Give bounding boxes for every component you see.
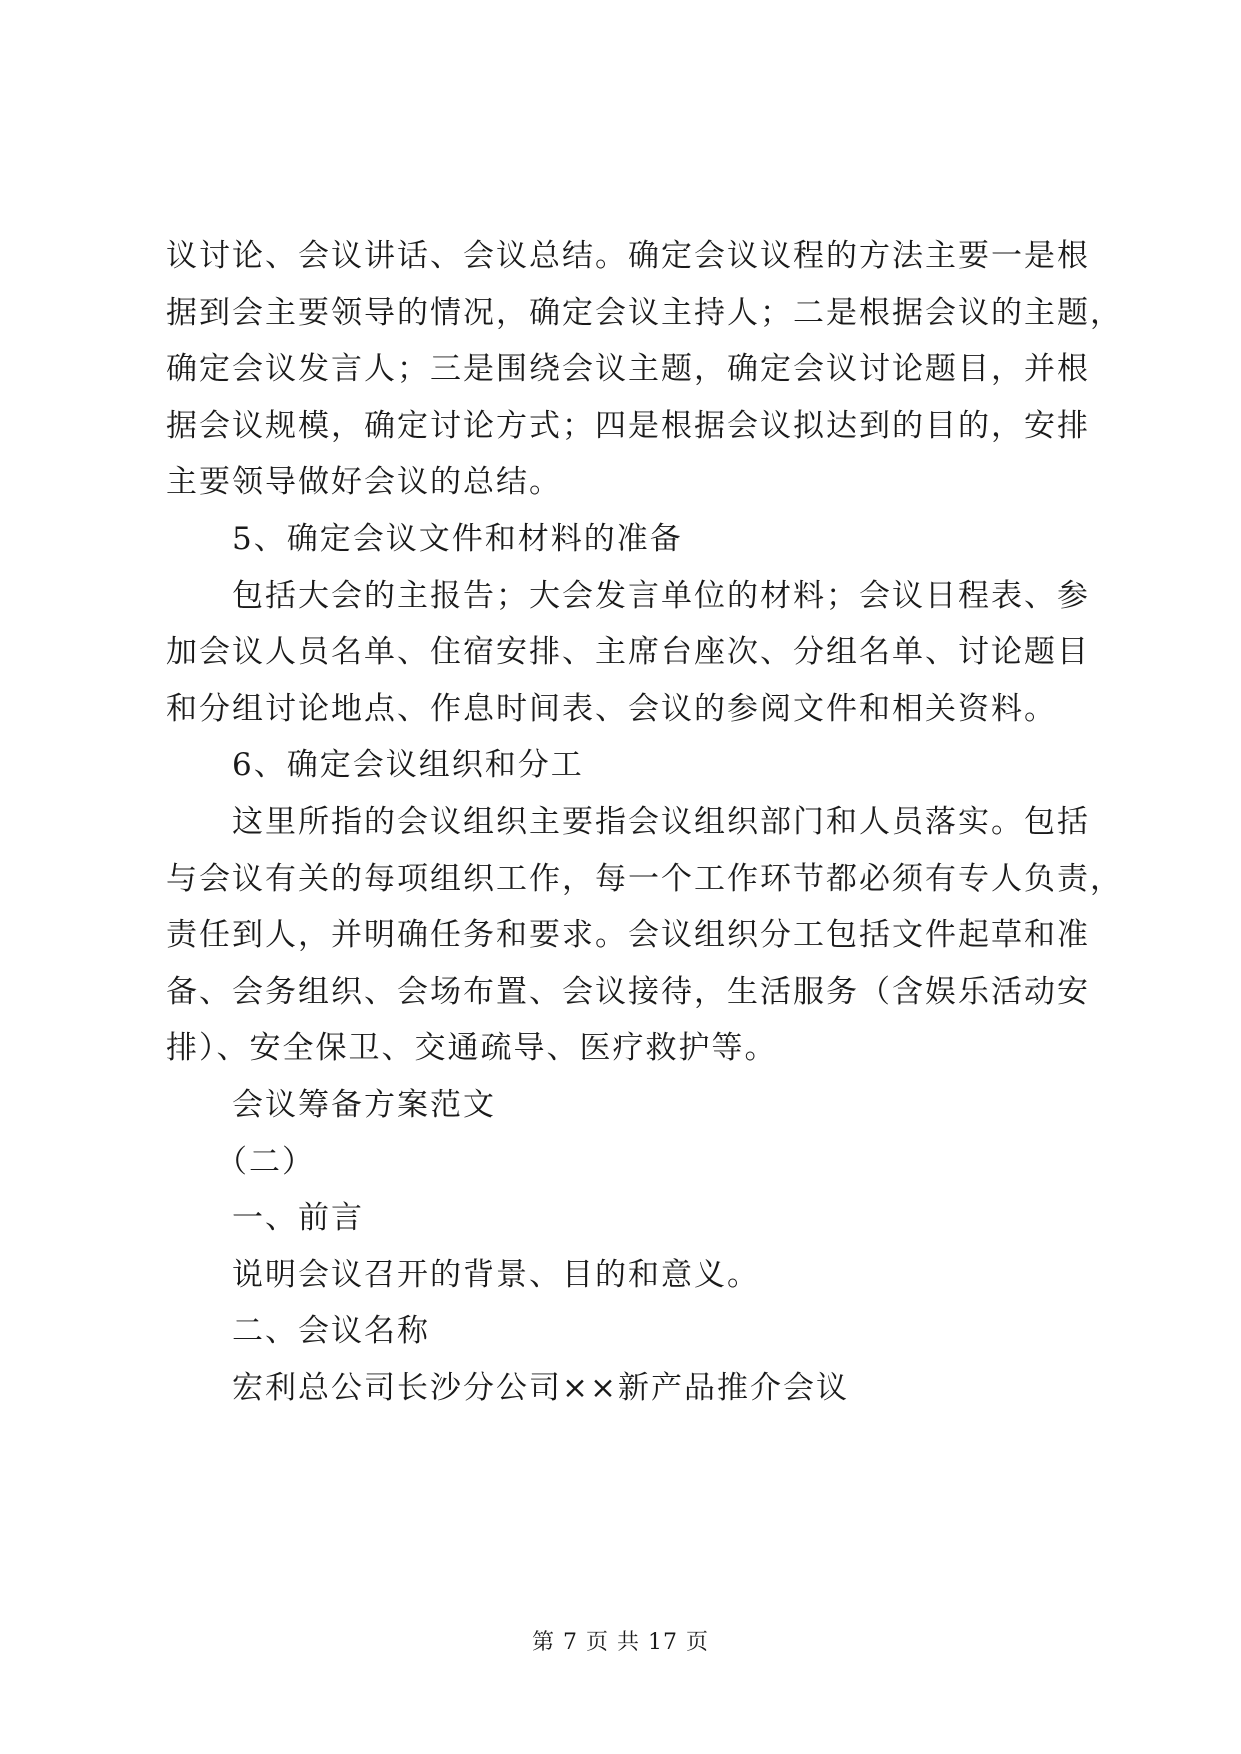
document-subtitle: （二）: [216, 1143, 315, 1180]
section-heading: 6、确定会议组织和分工: [232, 747, 584, 784]
paragraph-line: 排）、安全保卫、交通疏导、医疗救护等。: [166, 1030, 778, 1067]
paragraph-line: 和分组讨论地点、作息时间表、会议的参阅文件和相关资料。: [166, 690, 1057, 727]
page-number-footer: 第 7 页 共 17 页: [532, 1630, 709, 1655]
section-heading: 二、会议名称: [232, 1313, 430, 1350]
paragraph-line: 这里所指的会议组织主要指会议组织部门和人员落实。包括: [232, 803, 1090, 840]
document-title: 会议筹备方案范文: [232, 1086, 496, 1123]
paragraph-line: 据会议规模，确定讨论方式；四是根据会议拟达到的目的，安排: [166, 407, 1090, 444]
paragraph-line: 说明会议召开的背景、目的和意义。: [232, 1256, 760, 1293]
section-heading: 5、确定会议文件和材料的准备: [232, 520, 683, 557]
paragraph-line: 包括大会的主报告；大会发言单位的材料；会议日程表、参: [232, 577, 1090, 614]
paragraph-line: 责任到人，并明确任务和要求。会议组织分工包括文件起草和准: [166, 917, 1090, 954]
paragraph-line: 确定会议发言人；三是围绕会议主题，确定会议讨论题目，并根: [166, 351, 1090, 388]
paragraph-line: 议讨论、会议讲话、会议总结。确定会议议程的方法主要一是根: [166, 238, 1090, 274]
paragraph-line: 加会议人员名单、住宿安排、主席台座次、分组名单、讨论题目: [166, 634, 1090, 671]
paragraph-line: 与会议有关的每项组织工作，每一个工作环节都必须有专人负责，: [166, 860, 1123, 897]
paragraph-line: 据到会主要领导的情况，确定会议主持人；二是根据会议的主题，: [166, 294, 1123, 331]
paragraph-line: 备、会务组织、会场布置、会议接待，生活服务（含娱乐活动安: [166, 973, 1090, 1010]
paragraph-line: 主要领导做好会议的总结。: [166, 464, 562, 501]
document-body: [166, 228, 1123, 1416]
section-heading: 一、前言: [232, 1200, 364, 1237]
paragraph-line: 宏利总公司长沙分公司××新产品推介会议: [232, 1369, 849, 1406]
